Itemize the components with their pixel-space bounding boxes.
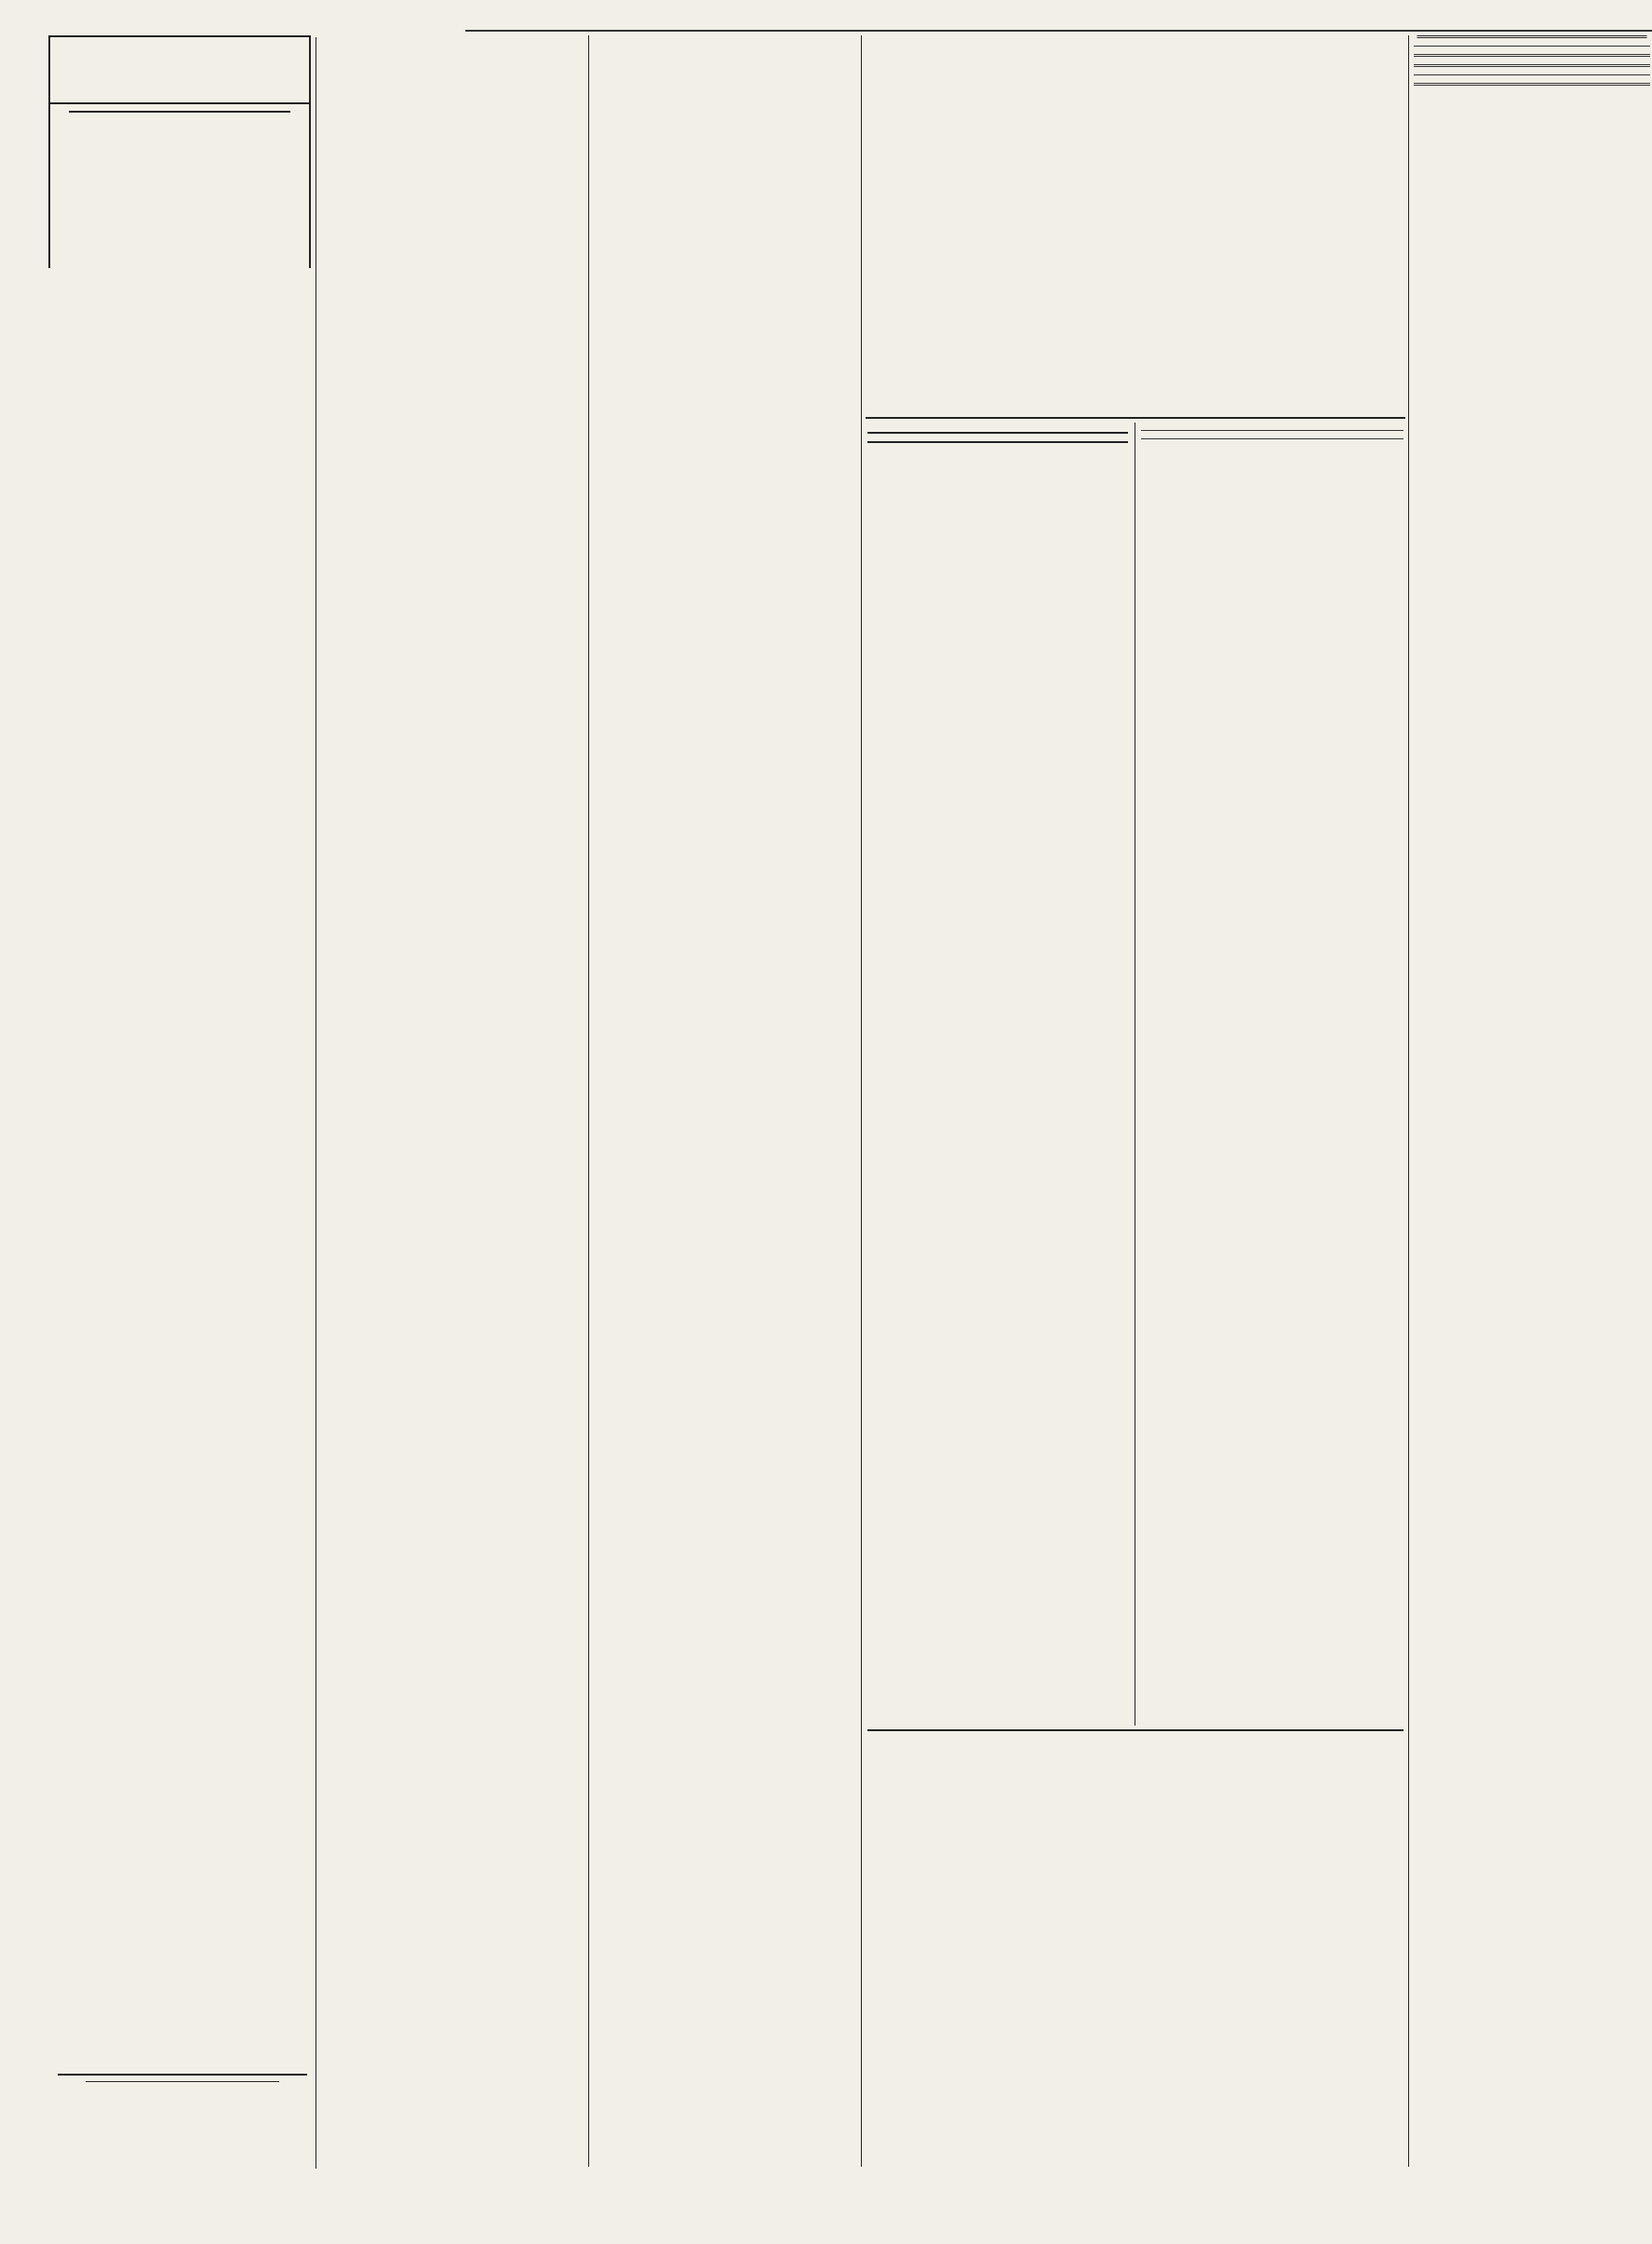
ultima-hora-banner bbox=[1417, 35, 1647, 38]
ultima-hora-content-block bbox=[1414, 35, 1650, 2167]
